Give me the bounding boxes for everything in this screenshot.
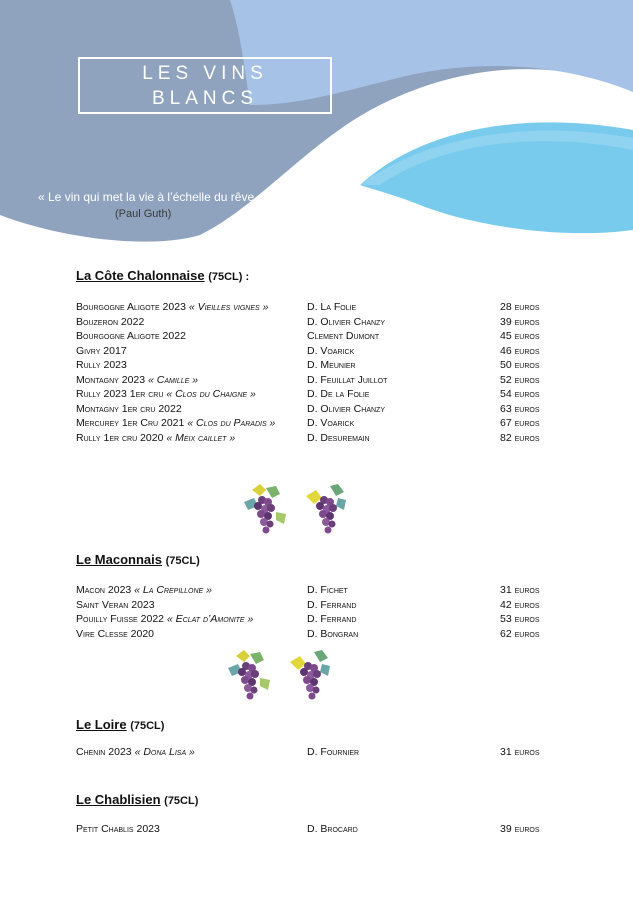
wine-name	[76, 344, 127, 359]
wine-label: Bouzeron 2022	[76, 315, 145, 328]
quote-text: « Le vin qui met la vie à l’échelle du rêve »	[38, 190, 265, 204]
wine-cuvee: « Eclat d’Amonite »	[166, 613, 254, 625]
wine-producer: D. Voarick	[307, 417, 355, 429]
wine-label: Montagny 1er cru 2022	[76, 402, 182, 415]
wine-row	[76, 329, 556, 344]
wine-label: Vire Clesse 2020	[76, 627, 155, 640]
wine-producer: D. La Folie	[307, 301, 357, 313]
wine-name	[76, 583, 212, 598]
page-title-line1: LES VINS	[142, 62, 268, 84]
wine-row	[76, 373, 556, 388]
wine-price: 50 euros	[500, 359, 540, 371]
wine-producer: D. Fichet	[307, 584, 348, 596]
wine-row	[76, 344, 556, 359]
wine-name	[76, 416, 275, 431]
wine-name	[76, 315, 144, 330]
wine-cuvee: « Clos du Paradis »	[187, 417, 276, 429]
grapes-illustration	[240, 482, 360, 542]
wine-price: 39 euros	[500, 315, 540, 328]
section-title	[76, 552, 556, 567]
wine-cuvee: « Vieilles vignes »	[188, 301, 269, 313]
wine-cuvee: « Dona Lisa »	[134, 746, 195, 758]
section-volume: (75CL)	[165, 555, 200, 567]
wine-cuvee: « La Crepillone »	[134, 584, 212, 596]
wine-label: Mercurey 1er Cru 2021	[76, 417, 185, 429]
wine-name	[76, 598, 155, 613]
section-cote-chalonnaise	[76, 268, 556, 445]
wine-price: 52 euros	[500, 373, 540, 386]
wine-list	[76, 300, 556, 445]
wine-producer: D. Brocard	[307, 823, 358, 835]
wine-name	[76, 387, 256, 402]
wine-cuvee: « Clos du Chaigne »	[166, 388, 256, 400]
wine-producer: D. Meunier	[307, 359, 356, 371]
wine-row	[76, 745, 556, 760]
page-title-box	[78, 57, 332, 114]
wine-row	[76, 583, 556, 598]
section-name: La Côte Chalonnaise	[76, 268, 205, 283]
wine-list	[76, 583, 556, 641]
wine-name	[76, 373, 198, 388]
wine-price: 54 euros	[500, 388, 540, 400]
wine-row	[76, 612, 556, 627]
wine-row	[76, 358, 556, 373]
section-maconnais	[76, 552, 556, 641]
wine-price: 62 euros	[500, 627, 540, 640]
wine-list	[76, 822, 556, 837]
wine-name	[76, 329, 186, 344]
wine-row	[76, 416, 556, 431]
wine-price: 31 euros	[500, 746, 540, 758]
wine-row	[76, 822, 556, 837]
wine-label: Rully 1er cru 2020	[76, 431, 164, 444]
wine-price: 28 euros	[500, 301, 540, 313]
section-name: Le Maconnais	[76, 552, 162, 567]
wine-producer: D. Olivier Chanzy	[307, 315, 385, 328]
wine-producer: D. Feuillat Juillot	[307, 373, 388, 386]
wine-producer: Clement Dumont	[307, 330, 380, 342]
wine-price: 46 euros	[500, 344, 540, 357]
section-loire	[76, 717, 556, 760]
wine-row	[76, 402, 556, 417]
wine-producer: D. Bongran	[307, 627, 359, 640]
wine-name	[76, 745, 195, 760]
wine-cuvee: « Camille »	[148, 373, 199, 386]
section-title	[76, 268, 556, 283]
quote-author: (Paul Guth)	[115, 208, 172, 220]
wine-price: 31 euros	[500, 584, 540, 596]
wine-label: Macon 2023	[76, 584, 132, 596]
wine-label: Petit Chablis 2023	[76, 823, 160, 835]
wine-label: Chenin 2023	[76, 746, 132, 758]
wine-label: Bourgogne Aligote 2022	[76, 330, 186, 342]
wine-label: Saint Veran 2023	[76, 598, 155, 611]
wine-name	[76, 612, 253, 627]
wine-producer: D. Fournier	[307, 746, 360, 758]
header-wave-art	[0, 0, 633, 260]
wine-producer: D. Ferrand	[307, 613, 357, 625]
section-name: Le Loire	[76, 717, 127, 732]
wine-label: Rully 2023	[76, 359, 127, 371]
wine-list	[76, 745, 556, 760]
wine-row	[76, 627, 556, 642]
wine-producer: D. Desuremain	[307, 431, 370, 444]
section-volume: (75CL)	[130, 720, 165, 732]
wine-producer: D. Voarick	[307, 344, 355, 357]
wine-price: 53 euros	[500, 613, 540, 625]
wine-producer: D. Olivier Chanzy	[307, 402, 385, 415]
wine-producer: D. De la Folie	[307, 388, 370, 400]
wine-label: Bourgogne Aligote 2023	[76, 301, 186, 313]
wine-producer: D. Ferrand	[307, 598, 357, 611]
wine-name	[76, 402, 182, 417]
wine-price: 39 euros	[500, 823, 540, 835]
page-title-line2: BLANCS	[151, 87, 259, 109]
wine-label: Pouilly Fuisse 2022	[76, 613, 164, 625]
wine-price: 63 euros	[500, 402, 540, 415]
wine-price: 45 euros	[500, 330, 540, 342]
wine-row	[76, 315, 556, 330]
wine-row	[76, 300, 556, 315]
section-volume: (75CL) :	[208, 271, 250, 283]
section-title	[76, 717, 556, 732]
section-name: Le Chablisien	[76, 792, 161, 807]
wine-name	[76, 358, 127, 373]
section-title	[76, 792, 556, 807]
wine-label: Givry 2017	[76, 344, 127, 357]
wine-name	[76, 300, 268, 315]
wine-price: 67 euros	[500, 417, 540, 429]
grapes-illustration	[224, 648, 344, 708]
section-chablisien	[76, 792, 556, 837]
wine-price: 82 euros	[500, 431, 540, 444]
section-volume: (75CL)	[164, 795, 199, 807]
wine-cuvee: « Meix caillet »	[166, 431, 236, 444]
wine-name	[76, 431, 235, 446]
wine-name	[76, 627, 154, 642]
wine-row	[76, 598, 556, 613]
wine-name	[76, 822, 160, 837]
wine-label: Rully 2023 1er cru	[76, 388, 164, 400]
wine-label: Montagny 2023	[76, 373, 146, 386]
wine-row	[76, 431, 556, 446]
wine-row	[76, 387, 556, 402]
wine-price: 42 euros	[500, 598, 540, 611]
